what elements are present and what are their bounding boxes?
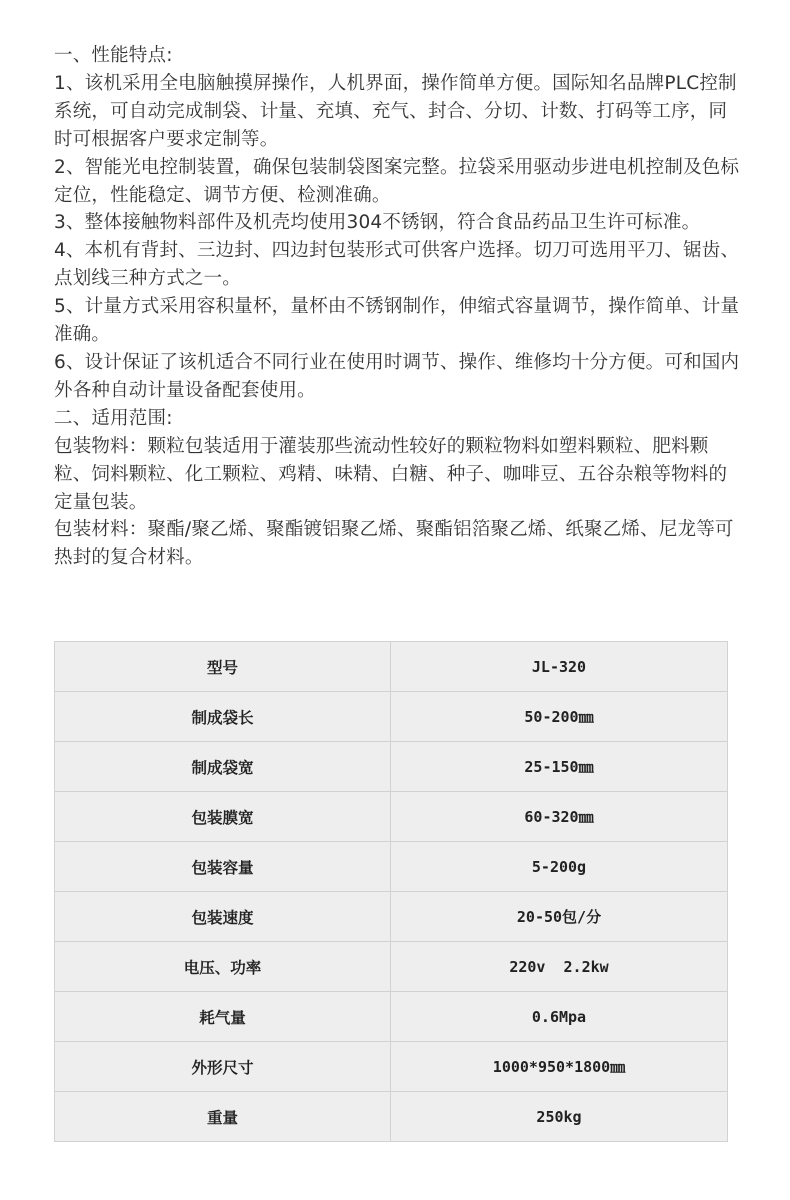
- section-heading-scope: 二、适用范围:: [54, 407, 173, 429]
- spec-value: 50-200㎜: [391, 692, 728, 742]
- spec-label: 包装容量: [55, 842, 391, 892]
- feature-item-5: 5、计量方式采用容积量杯，量杯由不锈钢制作，伸缩式容量调节，操作简单、计量准确。: [54, 296, 740, 346]
- table-row: [55, 1042, 728, 1092]
- spec-label: 电压、功率: [55, 942, 391, 992]
- table-row: [55, 692, 728, 742]
- spec-value: 20-50包/分: [391, 892, 728, 942]
- table-row: [55, 892, 728, 942]
- table-row: [55, 942, 728, 992]
- spec-value: 250kg: [391, 1092, 728, 1142]
- table-row: [55, 842, 728, 892]
- table-row: [55, 992, 728, 1042]
- feature-item-1: 1、该机采用全电脑触摸屏操作，人机界面，操作简单方便。国际知名品牌PLC控制系统，可自动完成制袋、计量、充填、充气、封合、分切、计数、打码等工序，同时可根据客户要求定制等。: [54, 72, 737, 150]
- section-heading-features: 一、性能特点:: [54, 45, 173, 66]
- spec-label: 制成袋宽: [55, 742, 391, 792]
- spec-label: 包装速度: [55, 892, 391, 942]
- scope-packaging: 包装材料：聚酯/聚乙烯、聚酯镀铝聚乙烯、聚酯铝箔聚乙烯、纸聚乙烯、尼龙等可热封的复合材料。: [54, 519, 734, 569]
- spec-label: 制成袋长: [55, 692, 391, 742]
- spec-value: 1000*950*1800㎜: [391, 1042, 728, 1092]
- table-row: [55, 1092, 728, 1142]
- product-description: [54, 42, 744, 572]
- spec-value: 5-200g: [391, 842, 728, 892]
- spec-value: 220v 2.2kw: [391, 942, 728, 992]
- feature-item-2: 2、智能光电控制装置，确保包装制袋图案完整。拉袋采用驱动步进电机控制及色标定位，性能稳定、调节方便、检测准确。: [54, 156, 740, 206]
- spec-value: 25-150㎜: [391, 742, 728, 792]
- spec-label: 包装膜宽: [55, 792, 391, 842]
- spec-label: 耗气量: [55, 992, 391, 1042]
- spec-label: 外形尺寸: [55, 1042, 391, 1092]
- table-row: [55, 742, 728, 792]
- spec-label: 型号: [55, 642, 391, 692]
- table-row: [55, 792, 728, 842]
- spec-label: 重量: [55, 1092, 391, 1142]
- spec-value: 0.6Mpa: [391, 992, 728, 1042]
- table-row: [55, 642, 728, 692]
- spec-table: [54, 641, 728, 1142]
- feature-item-3: 3、整体接触物料部件及机壳均使用304不锈钢，符合食品药品卫生许可标准。: [54, 212, 701, 234]
- feature-item-4: 4、本机有背封、三边封、四边封包装形式可供客户选择。切刀可选用平刀、锯齿、点划线三种方式之一。: [54, 240, 740, 290]
- spec-value: JL-320: [391, 642, 728, 692]
- scope-materials: 包装物料：颗粒包装适用于灌装那些流动性较好的颗粒物料如塑料颗粒、肥料颗粒、饲料颗粒、化工颗粒、鸡精、味精、白糖、种子、咖啡豆、五谷杂粮等物料的定量包装。: [54, 435, 728, 513]
- feature-item-6: 6、设计保证了该机适合不同行业在使用时调节、操作、维修均十分方便。可和国内外各种自动计量设备配套使用。: [54, 351, 740, 401]
- spec-value: 60-320㎜: [391, 792, 728, 842]
